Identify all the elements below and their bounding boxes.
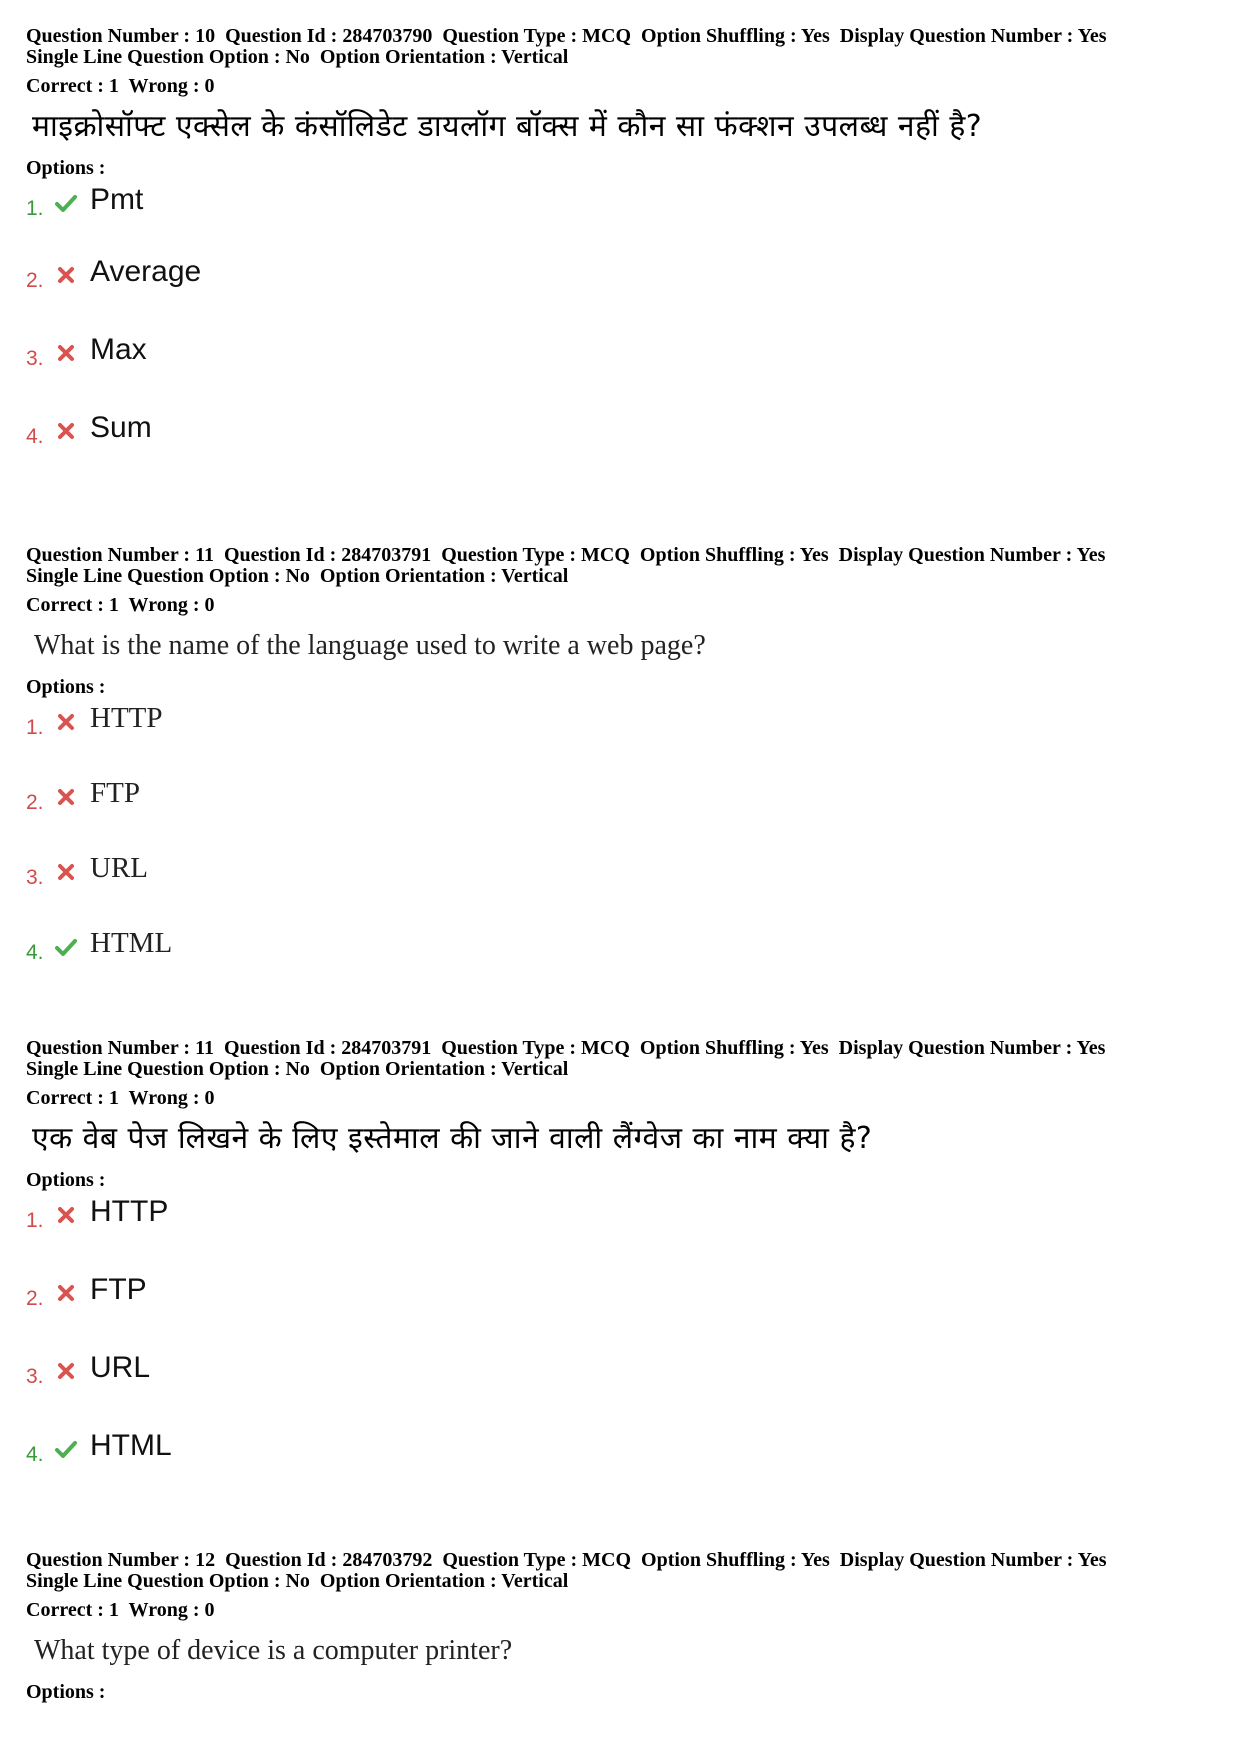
cross-icon	[54, 341, 78, 365]
cross-icon	[54, 785, 78, 809]
check-icon	[54, 191, 78, 215]
option-item	[26, 335, 1216, 413]
cross-icon	[54, 860, 78, 884]
option-item	[26, 1353, 1216, 1431]
question-block	[26, 545, 1216, 969]
option-text: FTP	[90, 777, 140, 809]
option-text: HTML	[90, 1429, 172, 1462]
option-item	[26, 929, 1216, 969]
question-block	[26, 1550, 1216, 1703]
option-number: 4.	[26, 425, 44, 448]
question-meta-line-2: Single Line Question Option : No Option Orientation : Vertical	[26, 1570, 569, 1592]
correct-wrong-marks: Correct : 1 Wrong : 0	[26, 594, 215, 616]
question-meta-line-2: Single Line Question Option : No Option Orientation : Vertical	[26, 565, 569, 587]
option-text: HTTP	[90, 702, 163, 734]
question-block	[26, 1038, 1216, 1471]
options-list	[26, 704, 1216, 969]
option-item	[26, 1431, 1216, 1471]
options-label: Options :	[26, 676, 106, 698]
option-number: 1.	[26, 1209, 44, 1232]
cross-icon	[54, 263, 78, 287]
option-number: 2.	[26, 791, 44, 814]
option-text: URL	[90, 1351, 151, 1384]
question-text: What type of device is a computer printer?	[34, 1635, 513, 1666]
question-meta-line-1: Question Number : 10 Question Id : 284703790 Question Type : MCQ Option Shuffling : Yes Display Question Number : Yes	[26, 25, 1107, 47]
option-number: 3.	[26, 866, 44, 889]
cross-icon	[54, 1359, 78, 1383]
check-icon	[54, 1437, 78, 1461]
cross-icon	[54, 1281, 78, 1305]
option-item	[26, 1275, 1216, 1353]
option-text: HTTP	[90, 1195, 169, 1228]
option-item	[26, 854, 1216, 929]
option-number: 4.	[26, 1443, 44, 1466]
option-text: URL	[90, 852, 148, 884]
cross-icon	[54, 710, 78, 734]
option-number: 2.	[26, 1287, 44, 1310]
question-meta-line-2: Single Line Question Option : No Option Orientation : Vertical	[26, 46, 569, 68]
question-block	[26, 26, 1216, 453]
option-number: 3.	[26, 347, 44, 370]
option-number: 2.	[26, 269, 44, 292]
cross-icon	[54, 419, 78, 443]
option-number: 4.	[26, 941, 44, 964]
question-meta-line-1: Question Number : 11 Question Id : 284703791 Question Type : MCQ Option Shuffling : Yes Display Question Number : Yes	[26, 544, 1106, 566]
option-number: 1.	[26, 716, 44, 739]
option-item	[26, 1197, 1216, 1275]
option-text: Average	[90, 255, 202, 288]
option-item	[26, 185, 1216, 257]
correct-wrong-marks: Correct : 1 Wrong : 0	[26, 1087, 215, 1109]
check-icon	[54, 935, 78, 959]
options-list	[26, 1197, 1216, 1471]
question-meta-line-1: Question Number : 12 Question Id : 284703792 Question Type : MCQ Option Shuffling : Yes Display Question Number : Yes	[26, 1549, 1107, 1571]
options-label: Options :	[26, 1681, 106, 1703]
option-text: Sum	[90, 411, 152, 444]
option-item	[26, 779, 1216, 854]
question-text: What is the name of the language used to write a web page?	[34, 630, 706, 661]
question-text: माइक्रोसॉफ्ट एक्सेल के कंसॉलिडेट डायलॉग बॉक्स में कौन सा फंक्शन उपलब्ध नहीं है?	[32, 109, 983, 144]
question-meta-line-2: Single Line Question Option : No Option Orientation : Vertical	[26, 1058, 569, 1080]
options-label: Options :	[26, 157, 106, 179]
option-item	[26, 257, 1216, 335]
options-list	[26, 185, 1216, 453]
option-text: HTML	[90, 927, 173, 959]
question-text: एक वेब पेज लिखने के लिए इस्तेमाल की जाने वाली लैंग्वेज का नाम क्या है?	[32, 1121, 873, 1156]
option-number: 3.	[26, 1365, 44, 1388]
options-label: Options :	[26, 1169, 106, 1191]
option-number: 1.	[26, 197, 44, 220]
option-text: Pmt	[90, 183, 144, 216]
option-text: Max	[90, 333, 147, 366]
question-meta-line-1: Question Number : 11 Question Id : 284703791 Question Type : MCQ Option Shuffling : Yes Display Question Number : Yes	[26, 1037, 1106, 1059]
correct-wrong-marks: Correct : 1 Wrong : 0	[26, 1599, 215, 1621]
option-text: FTP	[90, 1273, 147, 1306]
option-item	[26, 704, 1216, 779]
cross-icon	[54, 1203, 78, 1227]
correct-wrong-marks: Correct : 1 Wrong : 0	[26, 75, 215, 97]
option-item	[26, 413, 1216, 453]
